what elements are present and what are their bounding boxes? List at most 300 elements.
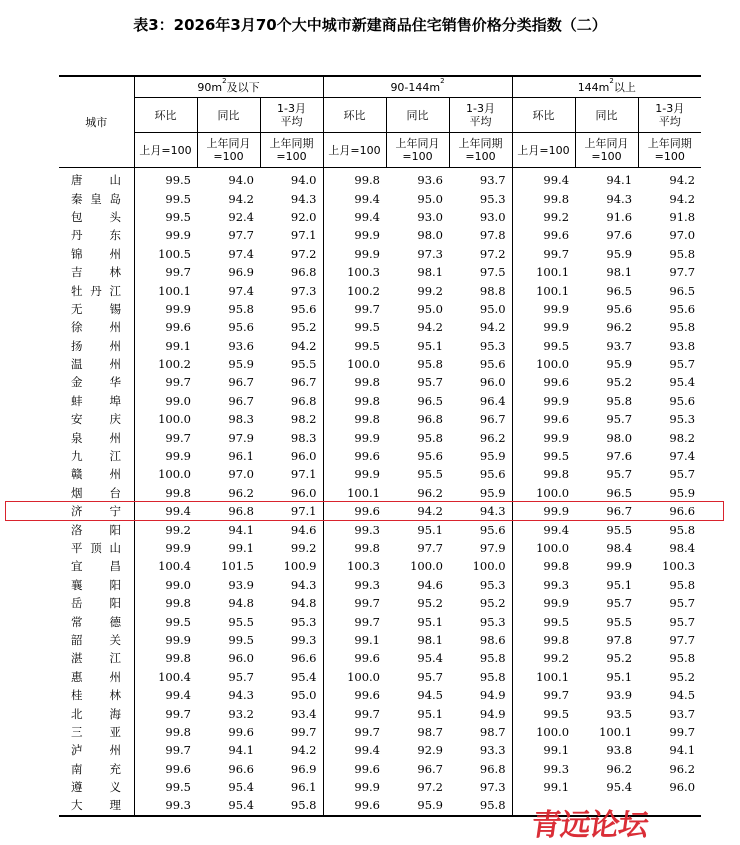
table-row [59,355,701,373]
value-cell: 94.2 [290,743,317,758]
value-cell: 99.7 [134,373,197,391]
value-cell: 98.2 [290,412,317,427]
value-cell: 98.6 [479,632,506,647]
value-cell: 96.5 [669,283,696,298]
city-cell: 三 亚 [71,724,121,739]
value-cell: 96.7 [417,761,443,776]
value-cell: 99.2 [290,541,317,555]
table-row [59,263,701,281]
value-cell: 96.7 [606,504,633,519]
value-cell: 96.2 [479,430,506,445]
value-cell: 100.1 [512,263,575,281]
value-cell: 97.6 [606,449,633,464]
value-cell: 99.9 [323,778,386,796]
value-cell: 95.6 [669,393,696,408]
city-cell: 南 充 [71,761,121,776]
table-row [59,447,701,465]
value-cell: 99.6 [512,226,575,244]
city-cell: 温 州 [71,357,121,372]
value-cell: 97.3 [479,780,506,795]
value-cell: 96.0 [228,651,254,666]
table-row [59,318,701,336]
base-header: 上月=100 [512,133,575,168]
table-row [59,428,701,446]
value-cell: 96.6 [290,651,317,666]
city-cell: 锦 州 [71,246,121,261]
value-cell: 99.3 [512,760,575,778]
city-cell: 赣 州 [71,467,121,482]
value-cell: 97.1 [290,467,317,482]
value-cell: 99.7 [290,724,317,739]
value-cell: 95.4 [606,780,633,795]
value-cell: 99.9 [512,502,575,520]
value-cell: 98.1 [417,632,443,647]
base-header: 上年同期 =100 [638,133,701,168]
value-cell: 97.9 [228,430,254,445]
city-cell: 北 海 [71,706,121,721]
value-cell: 94.3 [606,191,633,206]
table-row [59,281,701,299]
value-cell: 99.8 [323,168,386,190]
value-cell: 93.7 [669,706,696,721]
value-cell: 99.7 [512,245,575,263]
sub-header: 环比 [134,98,197,133]
value-cell: 94.8 [290,596,317,611]
value-cell: 93.8 [606,743,633,758]
value-cell: 98.3 [228,412,254,427]
value-cell: 100.3 [323,263,386,281]
value-cell: 95.5 [606,522,633,537]
value-cell: 100.2 [134,355,197,373]
value-cell: 99.9 [134,447,197,465]
value-cell: 98.4 [669,541,696,555]
value-cell: 99.6 [512,410,575,428]
value-cell: 99.6 [323,796,386,815]
value-cell: 99.0 [134,576,197,594]
sub-header: 环比 [323,98,386,133]
value-cell: 99.7 [134,704,197,722]
city-cell: 包 头 [71,209,121,224]
table-row [59,612,701,630]
city-cell: 桂 林 [71,688,121,703]
value-cell: 95.0 [417,301,443,316]
value-cell: 100.3 [323,557,386,575]
value-cell: 96.1 [290,780,317,795]
city-cell: 唐 山 [71,173,121,188]
value-cell: 101.5 [221,559,254,574]
value-cell: 99.0 [134,392,197,410]
value-cell: 95.4 [290,669,317,684]
value-cell: 97.2 [290,246,317,261]
value-cell: 95.8 [669,651,696,666]
value-cell: 95.0 [479,301,506,316]
value-cell: 96.7 [228,393,254,408]
value-cell: 99.9 [323,428,386,446]
value-cell: 99.4 [134,686,197,704]
value-cell: 99.7 [323,594,386,612]
value-cell: 97.5 [479,265,506,280]
value-cell: 94.2 [669,173,696,188]
value-cell: 95.6 [669,301,696,316]
value-cell: 99.5 [512,447,575,465]
value-cell: 99.5 [512,337,575,355]
value-cell: 99.5 [512,704,575,722]
value-cell: 99.9 [606,559,633,574]
value-cell: 99.3 [323,520,386,538]
value-cell: 93.2 [228,706,254,721]
value-cell: 94.1 [228,743,254,758]
value-cell: 99.9 [323,245,386,263]
value-cell: 99.2 [417,283,443,298]
value-cell: 96.0 [669,780,696,795]
value-cell: 94.2 [228,191,254,206]
value-cell: 99.8 [134,649,197,667]
value-cell: 100.3 [662,559,696,574]
value-cell: 95.2 [606,651,633,666]
value-cell: 100.0 [512,484,575,502]
value-cell: 100.1 [512,281,575,299]
base-header: 上年同月 =100 [197,133,260,168]
city-cell: 遵 义 [71,780,121,795]
value-cell: 95.1 [417,338,443,353]
value-cell: 99.6 [134,318,197,336]
value-cell: 95.6 [290,301,317,316]
value-cell: 98.7 [479,724,506,739]
city-cell: 泉 州 [71,430,121,445]
value-cell: 94.1 [669,743,696,758]
value-cell: 96.2 [228,485,254,500]
city-cell: 大 理 [59,796,134,815]
sub-header: 同比 [197,98,260,133]
value-cell: 99.8 [323,410,386,428]
value-cell: 94.9 [479,688,506,703]
value-cell: 98.8 [479,283,506,298]
value-cell: 93.6 [228,338,254,353]
table-row [59,778,701,796]
value-cell: 95.6 [479,357,506,372]
city-column-header: 城市 [59,76,134,168]
value-cell: 99.5 [134,168,197,190]
value-cell: 96.8 [417,412,443,427]
value-cell: 99.6 [134,760,197,778]
value-cell: 95.7 [417,375,443,390]
table-row [59,208,701,226]
value-cell: 95.9 [386,796,449,815]
value-cell: 93.4 [290,706,317,721]
value-cell: 97.3 [417,246,443,261]
table-row [59,741,701,759]
value-cell: 99.5 [134,208,197,226]
table-row [59,576,701,594]
sub-header: 1-3月 平均 [260,98,323,133]
city-cell: 无 锡 [71,301,121,316]
table-row [59,410,701,428]
value-cell: 95.2 [669,669,696,684]
value-cell: 99.1 [512,778,575,796]
city-cell: 扬 州 [71,338,121,353]
value-cell: 100.1 [134,281,197,299]
value-cell: 93.6 [417,173,443,188]
table-row [59,723,701,741]
value-cell: 95.3 [669,412,696,427]
value-cell: 95.8 [606,393,633,408]
value-cell: 95.8 [417,357,443,372]
value-cell: 91.8 [669,209,696,224]
value-cell: 100.9 [283,559,317,574]
base-header: 上年同月 =100 [386,133,449,168]
value-cell: 99.3 [512,576,575,594]
value-cell: 100.0 [472,559,506,574]
value-cell: 100.0 [323,355,386,373]
value-cell: 98.0 [417,228,443,243]
value-cell: 96.8 [479,761,506,776]
value-cell: 99.1 [134,337,197,355]
value-cell: 95.3 [479,191,506,206]
value-cell: 93.7 [606,338,633,353]
value-cell: 99.7 [323,704,386,722]
table-row [59,300,701,318]
value-cell: 97.2 [479,246,506,261]
table-row [59,760,701,778]
value-cell: 99.4 [512,168,575,190]
value-cell: 94.9 [479,706,506,721]
value-cell: 96.9 [228,265,254,280]
sub-header: 环比 [512,98,575,133]
value-cell: 94.2 [479,320,506,335]
value-cell: 99.5 [323,337,386,355]
value-cell: 97.7 [228,228,254,243]
value-cell: 99.5 [134,612,197,630]
value-cell: 99.6 [323,760,386,778]
table-row [59,168,701,190]
value-cell: 98.3 [290,430,317,445]
value-cell: 95.4 [669,375,696,390]
value-cell: 99.9 [323,226,386,244]
value-cell: 99.5 [512,612,575,630]
city-cell: 韶 关 [71,632,121,647]
city-cell: 襄 阳 [71,577,121,592]
value-cell: 99.4 [512,520,575,538]
value-cell: 99.8 [134,484,197,502]
value-cell: 99.8 [323,539,386,557]
city-cell: 湛 江 [71,651,121,666]
value-cell: 100.5 [134,245,197,263]
group-header: $144m^2$以上 [512,76,701,98]
sub-header: 同比 [386,98,449,133]
value-cell: 95.1 [606,669,633,684]
table-row [59,337,701,355]
value-cell: 99.5 [228,632,254,647]
value-cell: 94.6 [290,522,317,537]
value-cell: 100.4 [134,668,197,686]
table-row [59,245,701,263]
watermark-logo: 青远论坛 [529,808,650,843]
value-cell: 94.3 [290,191,317,206]
value-cell: 99.5 [134,189,197,207]
value-cell: 99.8 [512,465,575,483]
base-header: 上年同期 =100 [260,133,323,168]
value-cell: 99.9 [134,300,197,318]
group-header: $90m^2$及以下 [134,76,323,98]
value-cell: 95.1 [417,706,443,721]
value-cell: 96.0 [290,449,317,464]
city-cell: 丹 东 [71,228,121,243]
value-cell: 92.0 [290,209,317,224]
value-cell: 94.3 [479,504,506,519]
value-cell: 95.4 [197,796,260,815]
value-cell: 96.9 [290,761,317,776]
value-cell: 99.6 [512,373,575,391]
value-cell: 93.9 [606,688,633,703]
table-row [59,594,701,612]
value-cell: 100.1 [599,724,633,739]
value-cell: 98.1 [606,265,633,280]
value-cell: 97.4 [228,246,254,261]
value-cell: 95.8 [228,301,254,316]
value-cell: 95.9 [606,357,633,372]
value-cell: 96.4 [479,393,506,408]
table-row [59,226,701,244]
value-cell: 95.5 [606,614,633,629]
value-cell: 95.2 [606,375,633,390]
value-cell: 98.0 [606,430,633,445]
city-cell: 金 华 [71,375,121,390]
city-cell: 泸 州 [71,743,121,758]
value-cell: 96.0 [290,485,317,500]
value-cell: 100.0 [512,355,575,373]
table-row [59,704,701,722]
table-row [59,686,701,704]
city-cell: 牡 丹 江 [71,283,121,298]
table-row [59,668,701,686]
value-cell: 95.5 [228,614,254,629]
value-cell: 100.0 [512,723,575,741]
value-cell: 95.5 [290,357,317,372]
value-cell: 99.3 [290,632,317,647]
value-cell: 99.2 [134,520,197,538]
value-cell: 95.2 [479,596,506,611]
value-cell: 95.6 [417,449,443,464]
value-cell: 99.2 [512,649,575,667]
value-cell: 96.8 [290,393,317,408]
table-row [59,631,701,649]
value-cell: 99.7 [669,724,696,739]
value-cell: 98.2 [669,430,696,445]
value-cell: 99.5 [134,778,197,796]
value-cell: 98.4 [606,541,633,555]
value-cell: 99.4 [134,502,197,520]
value-cell: 94.1 [606,173,633,188]
value-cell: 99.9 [512,318,575,336]
city-cell: 洛 阳 [71,522,121,537]
value-cell: 96.7 [228,375,254,390]
table-row [59,392,701,410]
value-cell: 99.6 [323,649,386,667]
value-cell: 99.7 [323,300,386,318]
value-cell: 100.1 [512,668,575,686]
value-cell: 99.6 [228,724,254,739]
value-cell: 99.9 [134,226,197,244]
value-cell: 97.9 [479,541,506,555]
value-cell: 95.3 [479,614,506,629]
value-cell: 95.8 [669,522,696,537]
value-cell: 99.6 [323,502,386,520]
value-cell: 99.5 [323,318,386,336]
value-cell: 95.7 [228,669,254,684]
value-cell: 99.7 [134,428,197,446]
value-cell: 96.2 [669,761,696,776]
value-cell: 96.6 [669,504,696,519]
city-cell: 吉 林 [71,265,121,280]
value-cell: 95.6 [479,522,506,537]
value-cell: 95.3 [290,614,317,629]
value-cell: 95.9 [669,485,696,500]
value-cell: 95.7 [669,357,696,372]
value-cell: 95.0 [417,191,443,206]
table-row [59,539,701,557]
value-cell: 99.6 [323,447,386,465]
value-cell: 95.1 [606,577,633,592]
value-cell: 99.8 [134,723,197,741]
value-cell: 94.2 [290,338,317,353]
table-row [59,649,701,667]
value-cell: 99.8 [323,392,386,410]
value-cell: 94.8 [228,596,254,611]
value-cell: 98.1 [417,265,443,280]
value-cell: 95.6 [479,467,506,482]
value-cell: 97.7 [417,541,443,555]
table-row [59,189,701,207]
city-cell: 平 顶 山 [71,541,121,555]
value-cell: 97.8 [606,632,633,647]
value-cell: 91.6 [606,209,633,224]
value-cell: 95.7 [669,614,696,629]
value-cell: 96.5 [417,393,443,408]
table-row [59,520,701,538]
city-cell: 蚌 埠 [71,393,121,408]
table-row [59,373,701,391]
value-cell: 95.6 [606,301,633,316]
table-row [59,502,701,520]
base-header: 上年同期 =100 [449,133,512,168]
sub-header: 同比 [575,98,638,133]
value-cell: 99.9 [512,594,575,612]
value-cell: 100.0 [512,539,575,557]
value-cell: 97.6 [606,228,633,243]
value-cell: 100.1 [323,484,386,502]
value-cell: 95.1 [417,614,443,629]
group-header: $90-144m^2$ [323,76,512,98]
value-cell: 95.9 [606,246,633,261]
value-cell: 93.0 [417,209,443,224]
value-cell: 95.8 [449,796,512,815]
value-cell: 99.9 [134,539,197,557]
value-cell: 96.7 [479,412,506,427]
value-cell: 94.3 [228,688,254,703]
value-cell: 99.9 [134,631,197,649]
base-header: 上月=100 [134,133,197,168]
value-cell: 99.1 [323,631,386,649]
value-cell: 99.7 [134,741,197,759]
price-index-table [59,75,701,817]
value-cell: 95.7 [606,412,633,427]
value-cell: 97.2 [417,780,443,795]
value-cell: 99.8 [134,594,197,612]
value-cell: 95.3 [479,338,506,353]
base-header: 上年同月 =100 [575,133,638,168]
value-cell: 95.5 [417,467,443,482]
value-cell: 94.2 [417,320,443,335]
